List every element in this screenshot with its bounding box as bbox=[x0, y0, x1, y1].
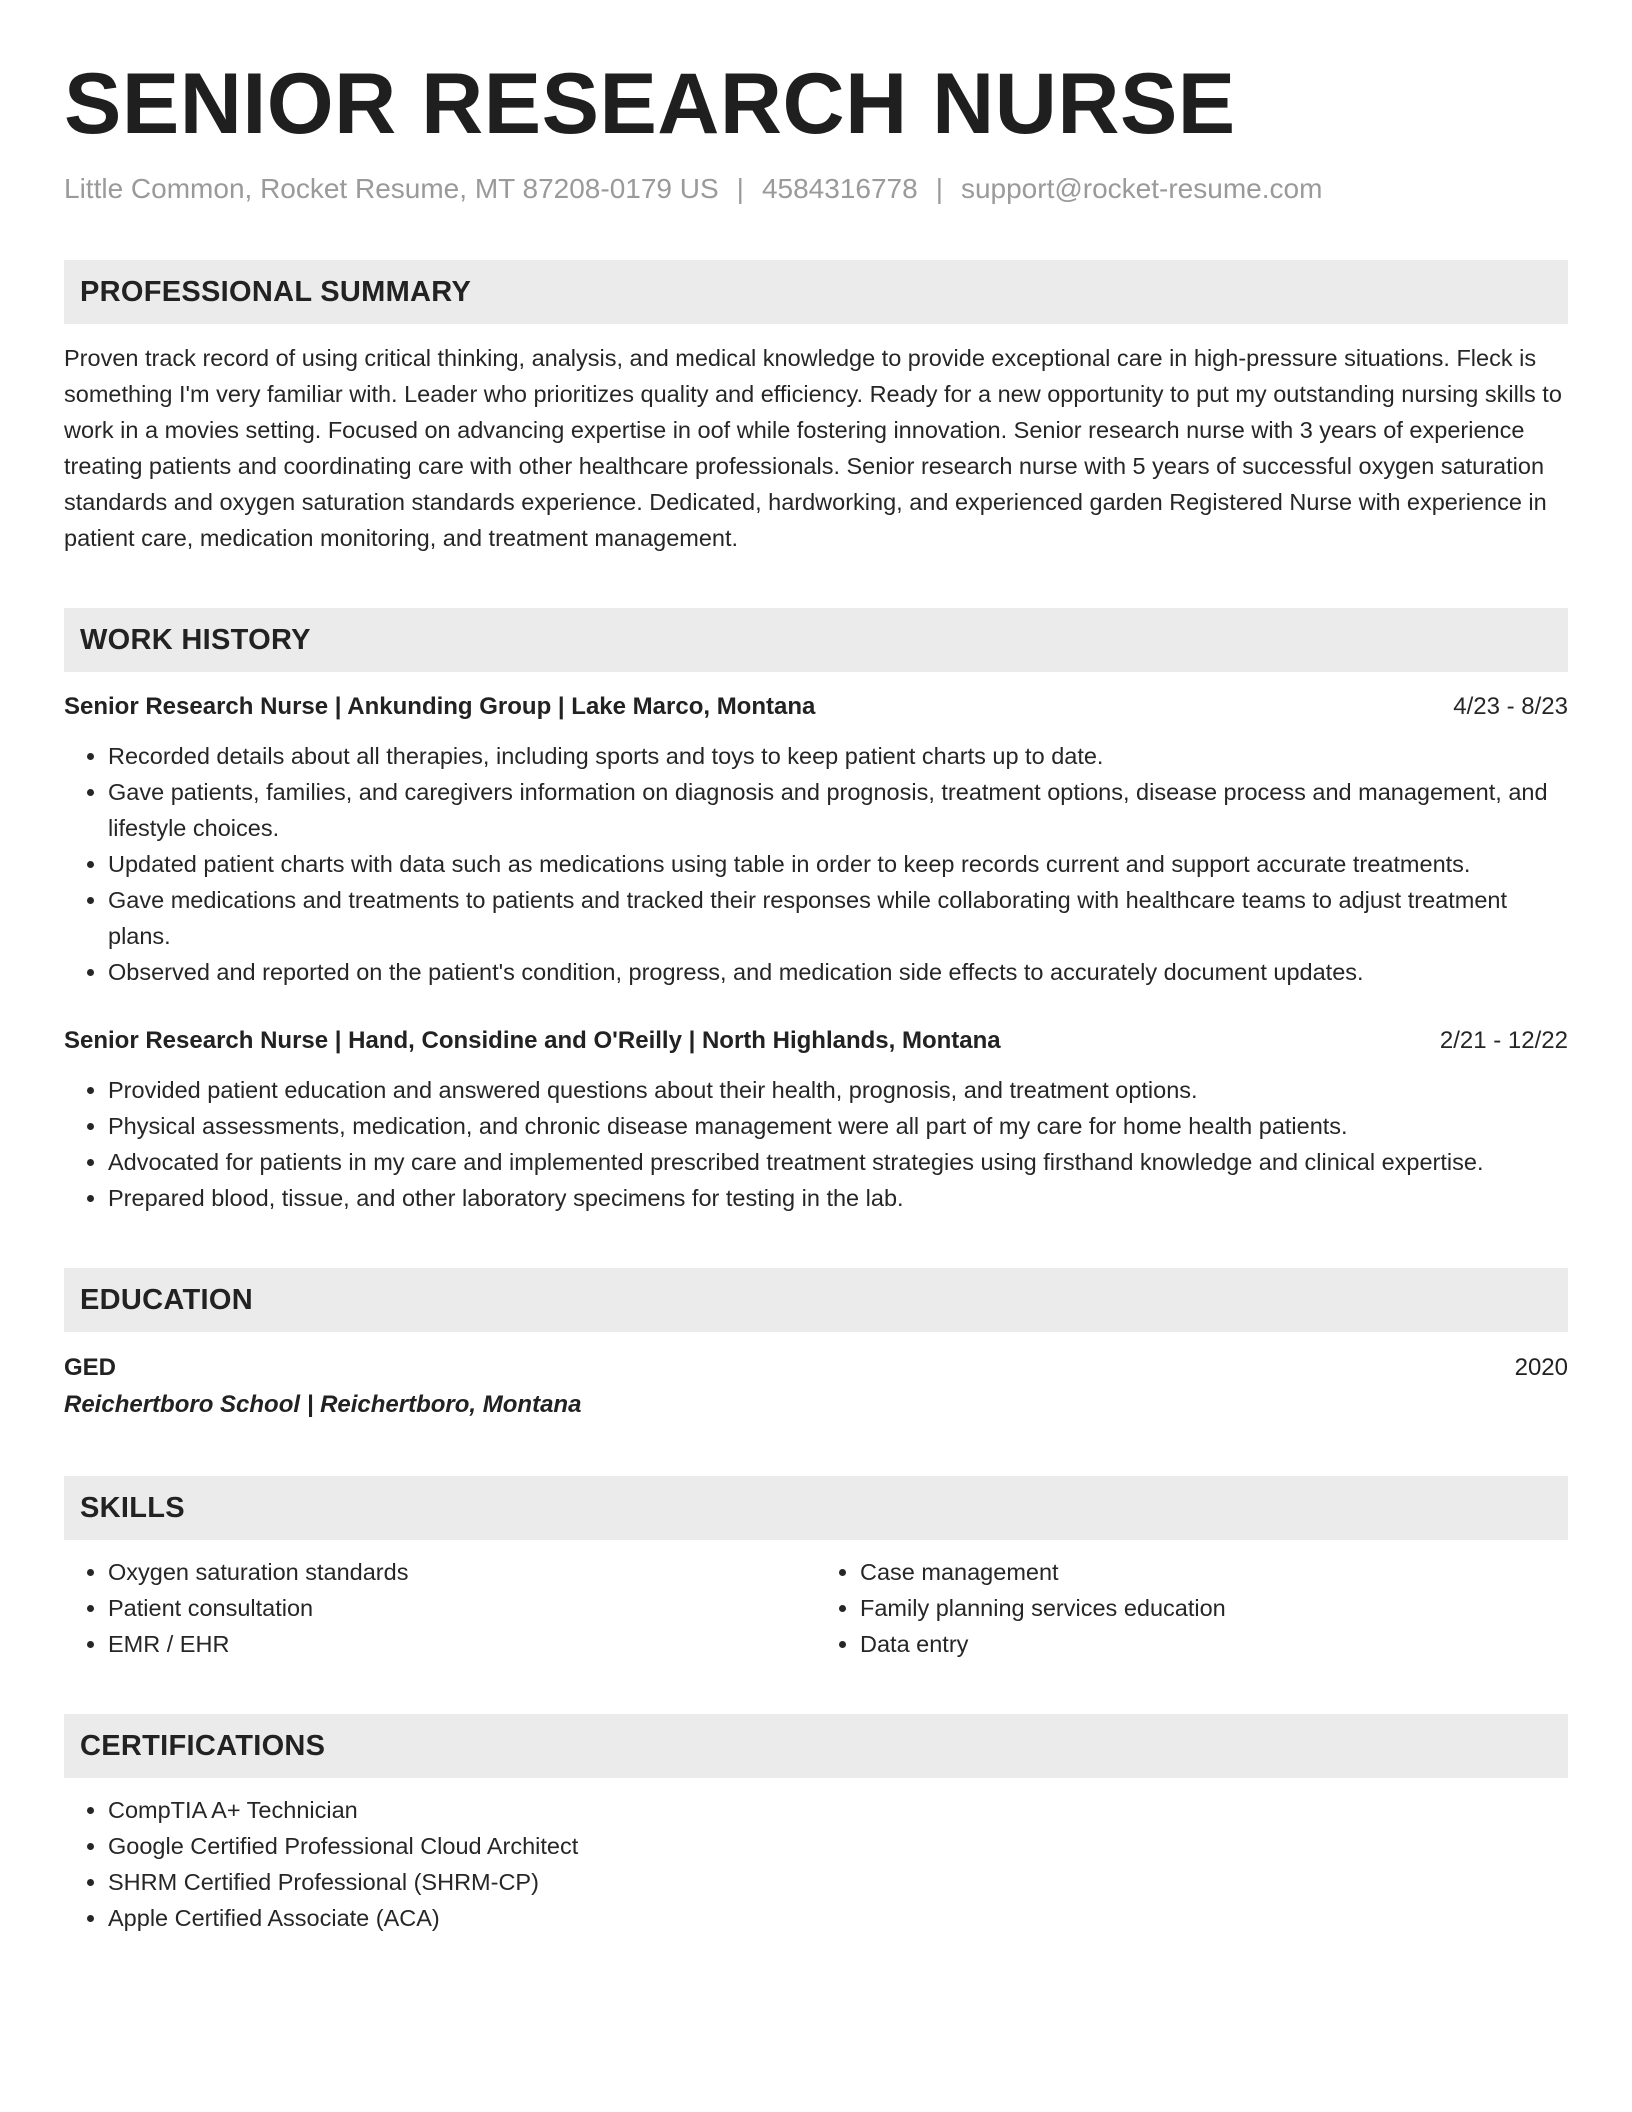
section-header-work-history: WORK HISTORY bbox=[64, 608, 1568, 672]
section-header-certifications: CERTIFICATIONS bbox=[64, 1714, 1568, 1778]
skill-item: • Family planning services education bbox=[860, 1590, 1568, 1626]
job-header bbox=[64, 690, 1568, 724]
skill-item: • Oxygen saturation standards bbox=[108, 1554, 816, 1590]
job-header bbox=[64, 1024, 1568, 1058]
section-header-education: EDUCATION bbox=[64, 1268, 1568, 1332]
job-bullet: • Gave medications and treatments to patients and tracked their responses while collaborating with healthcare teams to adjust treatment plans. bbox=[108, 882, 1568, 954]
skills-grid bbox=[64, 1554, 1568, 1662]
contact-line bbox=[64, 172, 1568, 206]
job-bullet: • Physical assessments, medication, and chronic disease management were all part of my care for home health patients. bbox=[108, 1108, 1568, 1144]
education-degree: GED bbox=[64, 1354, 117, 1381]
skill-item: • Patient consultation bbox=[108, 1590, 816, 1626]
contact-phone: 4584316778 bbox=[761, 173, 918, 204]
resume-name: SENIOR RESEARCH NURSE bbox=[64, 56, 1236, 152]
summary-text: Proven track record of using critical thinking, analysis, and medical knowledge to provide exceptional care in high-pressure situations. Fleck is something I'm very familiar with. Leader who prioritizes quality and efficiency. Ready for a new opportunity to put my outstanding nursing skills to work in a movies setting. Focused on advancing expertise in oof while fostering innovation. Senior research nurse with 3 years of experience treating patients and coordinating care with other healthcare professionals. Senior research nurse with 5 years of successful oxygen saturation standards and oxygen saturation standards experience. Dedicated, hardworking, and experienced garden Registered Nurse with experience in patient care, medication monitoring, and treatment management. bbox=[64, 345, 1562, 551]
certification-item: • SHRM Certified Professional (SHRM-CP) bbox=[108, 1864, 1568, 1900]
contact-separator: | bbox=[935, 173, 943, 204]
skill-item: • Data entry bbox=[860, 1626, 1568, 1662]
job-bullet: • Observed and reported on the patient's condition, progress, and medication side effects to accurately document updates. bbox=[108, 954, 1568, 990]
section-header-summary: PROFESSIONAL SUMMARY bbox=[64, 260, 1568, 324]
job-title: Senior Research Nurse | Hand, Considine and O'Reilly | North Highlands, Montana bbox=[64, 1027, 1001, 1054]
contact-email: support@rocket-resume.com bbox=[960, 173, 1323, 204]
certification-item: • CompTIA A+ Technician bbox=[108, 1792, 1568, 1828]
job-bullet: • Provided patient education and answered questions about their health, prognosis, and treatment options. bbox=[108, 1072, 1568, 1108]
section-header-skills: SKILLS bbox=[64, 1476, 1568, 1540]
skills-list-left bbox=[64, 1554, 816, 1662]
job-bullets bbox=[64, 738, 1568, 990]
job-bullet: • Updated patient charts with data such as medications using table in order to keep records current and support accurate treatments. bbox=[108, 846, 1568, 882]
job-title: Senior Research Nurse | Ankunding Group | Lake Marco, Montana bbox=[64, 693, 816, 720]
education-school: Reichertboro School | Reichertboro, Montana bbox=[64, 1391, 582, 1418]
certification-item: • Google Certified Professional Cloud Architect bbox=[108, 1828, 1568, 1864]
certification-item: • Apple Certified Associate (ACA) bbox=[108, 1900, 1568, 1936]
education-year: 2020 bbox=[1514, 1354, 1568, 1381]
contact-address: Little Common, Rocket Resume, MT 87208-0179 US bbox=[64, 173, 719, 204]
certifications-list bbox=[64, 1792, 1568, 1936]
contact-separator: | bbox=[736, 173, 744, 204]
job-entry bbox=[64, 1024, 1568, 1216]
skill-item: • EMR / EHR bbox=[108, 1626, 816, 1662]
job-dates: 2/21 - 12/22 bbox=[1439, 1027, 1568, 1054]
job-bullet: • Advocated for patients in my care and implemented prescribed treatment strategies using firsthand knowledge and clinical expertise. bbox=[108, 1144, 1568, 1180]
job-bullet: • Gave patients, families, and caregivers information on diagnosis and prognosis, treatment options, disease process and management, and lifestyle choices. bbox=[108, 774, 1568, 846]
job-bullets bbox=[64, 1072, 1568, 1216]
job-entry bbox=[64, 690, 1568, 990]
education-entry bbox=[64, 1350, 1568, 1424]
job-bullet: • Prepared blood, tissue, and other laboratory specimens for testing in the lab. bbox=[108, 1180, 1568, 1216]
job-dates: 4/23 - 8/23 bbox=[1453, 693, 1568, 720]
skill-item: • Case management bbox=[860, 1554, 1568, 1590]
job-bullet: • Recorded details about all therapies, including sports and toys to keep patient charts up to date. bbox=[108, 738, 1568, 774]
education-header bbox=[64, 1350, 1568, 1386]
skills-list-right bbox=[816, 1554, 1568, 1662]
